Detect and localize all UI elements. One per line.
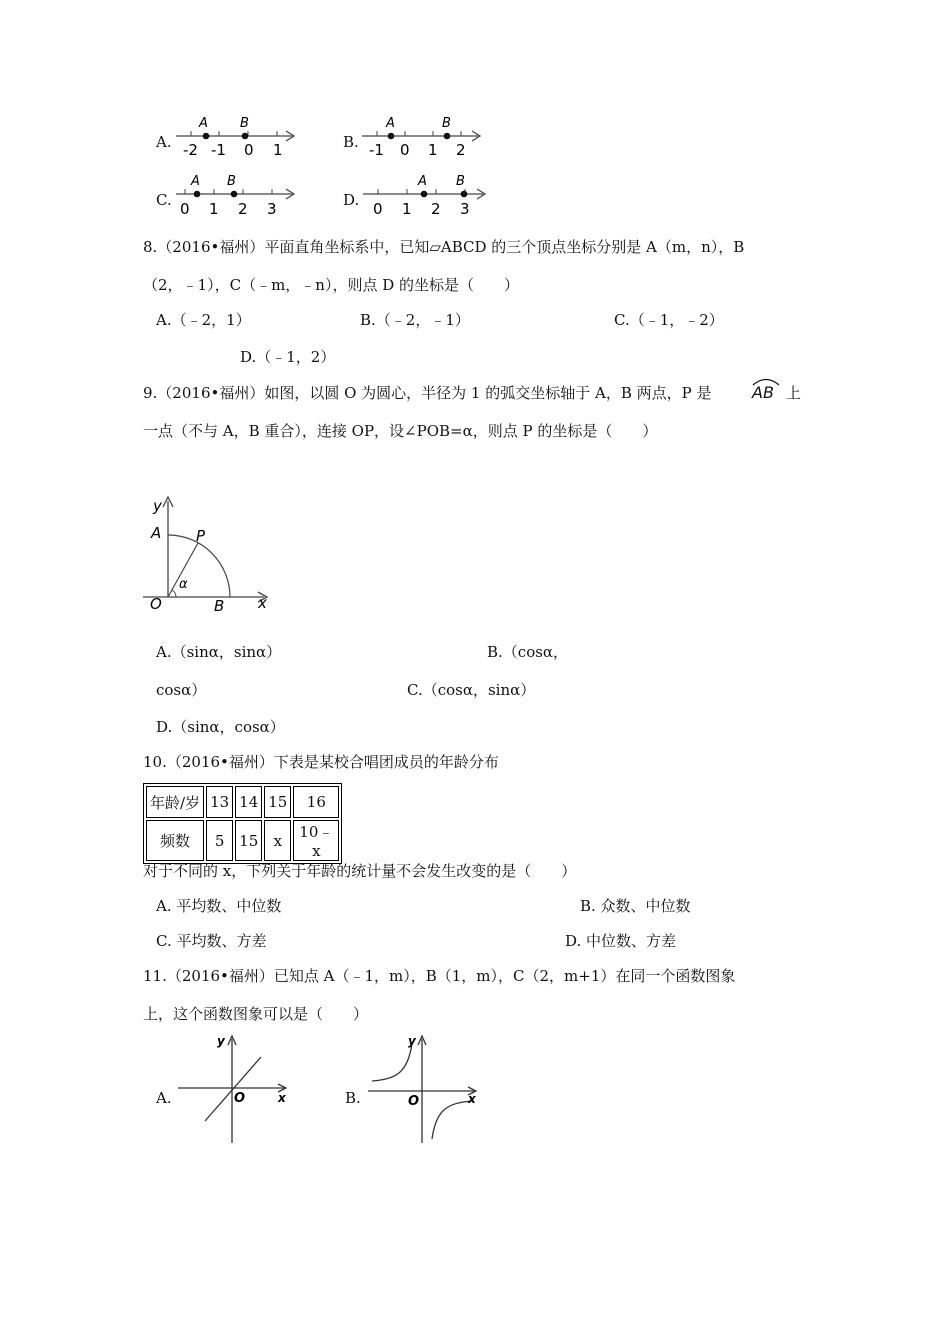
q7-option-b-number-line bbox=[360, 112, 490, 160]
q7-option-a-label: A. bbox=[156, 133, 172, 151]
x-axis-label: x bbox=[258, 594, 267, 612]
table-cell: 年龄/岁 bbox=[146, 786, 204, 818]
table-row bbox=[146, 786, 339, 818]
tick-label: 1 bbox=[402, 200, 412, 218]
tick-label: 1 bbox=[209, 200, 219, 218]
q7-option-b-label: B. bbox=[343, 133, 359, 151]
q9-arc-ab bbox=[750, 376, 782, 404]
q9-arc-label: AB bbox=[752, 383, 774, 402]
q11-option-a-graph bbox=[176, 1033, 296, 1148]
point-b-label: B bbox=[214, 597, 225, 615]
origin-label: O bbox=[408, 1094, 420, 1109]
tick-label: 0 bbox=[400, 141, 410, 159]
x-axis-label: x bbox=[468, 1092, 476, 1106]
origin-label: O bbox=[234, 1091, 246, 1106]
q9-stem-line-2: 一点（不与 A，B 重合），连接 OP，设∠POB=α，则点 P 的坐标是（ ） bbox=[143, 422, 658, 440]
point-b-label: B bbox=[240, 116, 249, 131]
q8-stem-line-2: （2，﹣1），C（﹣m，﹣n），则点 D 的坐标是（ ） bbox=[143, 276, 520, 294]
table-cell: 10﹣x bbox=[293, 820, 339, 861]
table-cell: 频数 bbox=[146, 820, 204, 861]
y-axis-label: y bbox=[408, 1034, 416, 1048]
tick-label: 2 bbox=[456, 141, 466, 159]
point-b-label: B bbox=[442, 116, 451, 131]
point-a-label: A bbox=[151, 524, 162, 542]
table-cell: 15 bbox=[264, 786, 291, 818]
point-a-label: A bbox=[199, 116, 208, 131]
q10-title: 10.（2016•福州）下表是某校合唱团成员的年龄分布 bbox=[143, 753, 499, 771]
q10-stem: 对于不同的 x，下列关于年龄的统计量不会发生改变的是（ ） bbox=[143, 862, 577, 880]
point-b-label: B bbox=[227, 174, 236, 189]
tick-label: 3 bbox=[267, 200, 277, 218]
table-cell: 5 bbox=[206, 820, 233, 861]
point-b-label: B bbox=[456, 174, 465, 189]
q9-option-c: C.（cosα，sinα） bbox=[407, 681, 536, 699]
table-cell: 16 bbox=[293, 786, 339, 818]
q9-figure bbox=[143, 493, 278, 618]
point-a-label: A bbox=[191, 174, 200, 189]
tick-label: 1 bbox=[428, 141, 438, 159]
q8-option-d: D.（﹣1，2） bbox=[240, 348, 336, 366]
tick-label: 2 bbox=[431, 200, 441, 218]
age-distribution-table bbox=[143, 783, 342, 864]
q8-option-c: C.（﹣1，﹣2） bbox=[614, 311, 724, 329]
q10-option-a: A. 平均数、中位数 bbox=[156, 897, 282, 915]
q8-option-a: A.（﹣2，1） bbox=[156, 311, 251, 329]
tick-label: 3 bbox=[460, 200, 470, 218]
q9-option-d: D.（sinα，cosα） bbox=[156, 718, 285, 736]
q9-option-b-continued: cosα） bbox=[156, 681, 207, 699]
table-cell: 13 bbox=[206, 786, 233, 818]
q11-option-b-graph bbox=[366, 1033, 486, 1148]
tick-label: 0 bbox=[180, 200, 190, 218]
angle-alpha-label: α bbox=[179, 577, 188, 592]
q10-option-d: D. 中位数、方差 bbox=[565, 932, 677, 950]
tick-label: 0 bbox=[373, 200, 383, 218]
origin-label: O bbox=[150, 595, 162, 613]
table-row bbox=[146, 820, 339, 861]
q11-stem-line-1: 11.（2016•福州）已知点 A（﹣1，m），B（1，m），C（2，m+1）在同一个函数图象 bbox=[143, 967, 736, 985]
q10-option-c: C. 平均数、方差 bbox=[156, 932, 267, 950]
q8-option-b: B.（﹣2，﹣1） bbox=[360, 311, 470, 329]
q7-option-a-number-line bbox=[174, 112, 304, 160]
q10-option-b: B. 众数、中位数 bbox=[580, 897, 691, 915]
point-a-label: A bbox=[386, 116, 395, 131]
table-cell: 15 bbox=[235, 820, 262, 861]
tick-label: -2 bbox=[183, 141, 198, 159]
tick-label: -1 bbox=[211, 141, 226, 159]
q9-stem-line-1-end: 上 bbox=[786, 384, 802, 402]
q11-stem-line-2: 上，这个函数图象可以是（ ） bbox=[143, 1005, 369, 1023]
tick-label: 1 bbox=[273, 141, 283, 159]
y-axis-label: y bbox=[217, 1034, 225, 1048]
q11-option-b-label: B. bbox=[345, 1089, 361, 1107]
table-cell: 14 bbox=[235, 786, 262, 818]
q8-stem-line-1: 8.（2016•福州）平面直角坐标系中，已知▱ABCD 的三个顶点坐标分别是 A（m，n），B bbox=[143, 238, 745, 256]
q11-option-a-label: A. bbox=[156, 1089, 172, 1107]
x-axis-label: x bbox=[278, 1091, 286, 1105]
q7-option-d-number-line bbox=[361, 170, 491, 218]
point-a-label: A bbox=[418, 174, 427, 189]
point-p-label: P bbox=[196, 527, 206, 545]
tick-label: 2 bbox=[238, 200, 248, 218]
y-axis-label: y bbox=[153, 497, 162, 515]
q9-option-a: A.（sinα，sinα） bbox=[156, 643, 282, 661]
q7-option-d-label: D. bbox=[343, 191, 360, 209]
q7-option-c-number-line bbox=[174, 170, 304, 218]
table-cell: x bbox=[264, 820, 291, 861]
tick-label: 0 bbox=[244, 141, 254, 159]
tick-label: -1 bbox=[369, 141, 384, 159]
q9-stem-line-1: 9.（2016•福州）如图，以圆 O 为圆心，半径为 1 的弧交坐标轴于 A，B 两点，P 是 bbox=[143, 384, 712, 402]
q7-option-c-label: C. bbox=[156, 191, 172, 209]
q9-option-b: B.（cosα， bbox=[487, 643, 569, 661]
